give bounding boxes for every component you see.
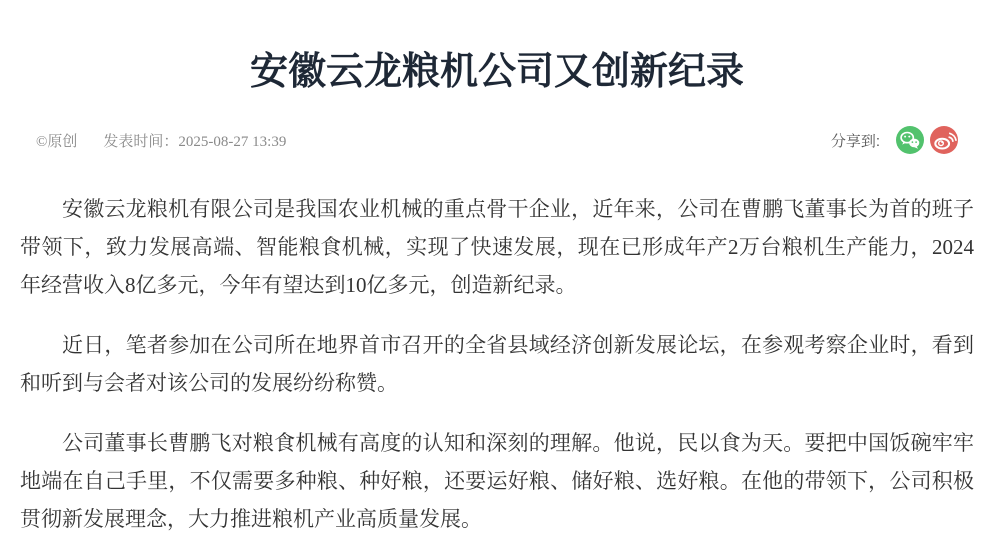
- wechat-icon: [896, 126, 924, 154]
- publish-time: [103, 130, 286, 151]
- share-weibo-button[interactable]: [930, 126, 958, 154]
- original-content-badge: ©原创: [36, 133, 78, 150]
- paragraph-3: 公司董事长曹鹏飞对粮食机械有高度的认知和深刻的理解。他说，民以食为天。要把中国饭碗牢牢地端在自己手里，不仅需要多种粮、种好粮，还要运好粮、储好粮、选好粮。在他的带领下，公司积极贯彻新发展理念，大力推进粮机产业高质量发展。: [20, 431, 974, 531]
- share-wechat-button[interactable]: [896, 126, 924, 154]
- meta-left: [36, 130, 286, 151]
- weibo-icon: [930, 126, 958, 154]
- article-body: [20, 190, 974, 538]
- share-label: 分享到:: [830, 132, 880, 150]
- meta-row: [36, 126, 958, 154]
- paragraph-2: 近日，笔者参加在公司所在地界首市召开的全省县域经济创新发展论坛，在参观考察企业时，看到和听到与会者对该公司的发展纷纷称赞。: [20, 333, 974, 395]
- paragraph-1: 安徽云龙粮机有限公司是我国农业机械的重点骨干企业，近年来，公司在曹鹏飞董事长为首的班子带领下，致力发展高端、智能粮食机械，实现了快速发展，现在已形成年产2万台粮机生产能力，2024年经营收入8亿多元，今年有望达到10亿多元，创造新纪录。: [20, 197, 974, 297]
- share-bar: [831, 126, 958, 154]
- publish-time-label: 发表时间：: [103, 133, 179, 150]
- article-title: 安徽云龙粮机公司又创新纪录: [249, 51, 744, 93]
- publish-time-value: 2025-08-27 13:39: [178, 133, 287, 150]
